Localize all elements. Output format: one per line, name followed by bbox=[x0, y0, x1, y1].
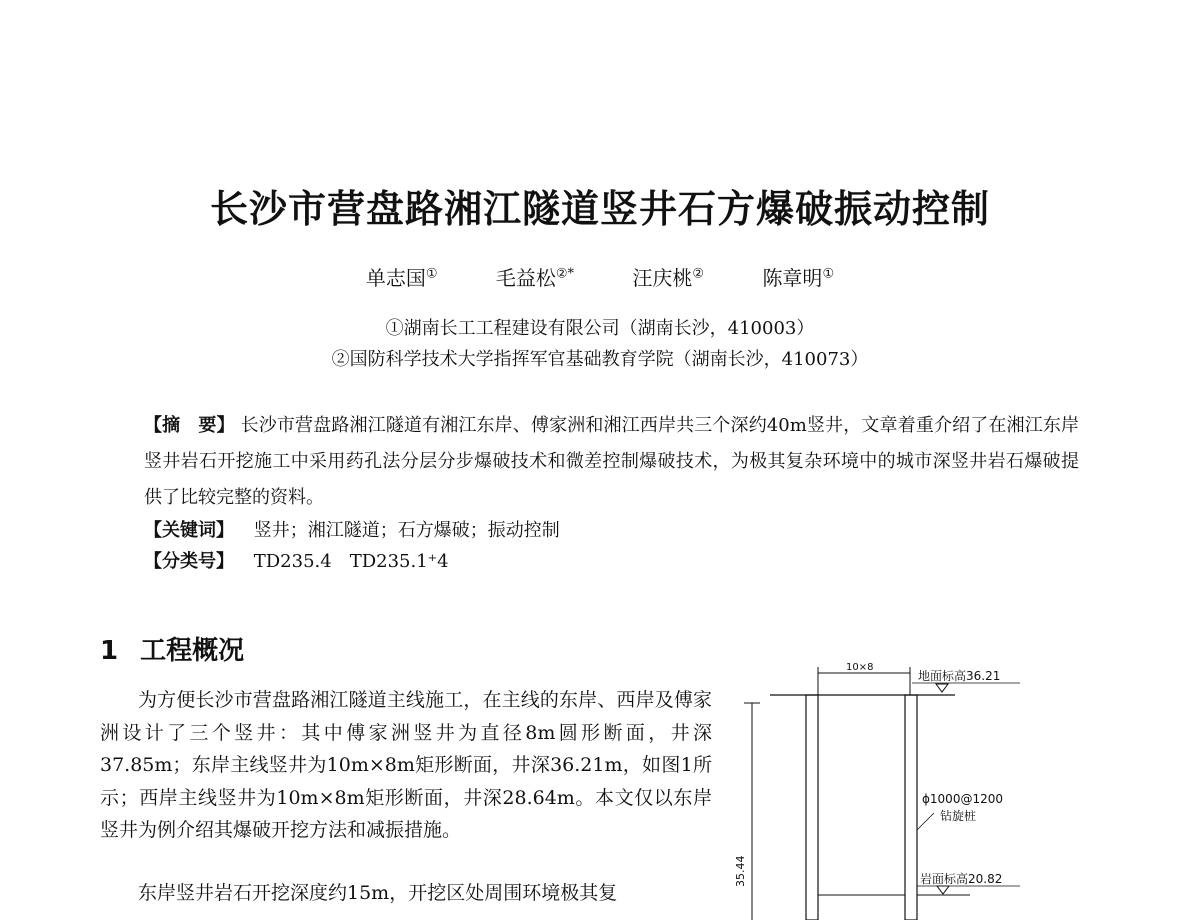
pile-type-label: 钻旋桩 bbox=[940, 809, 977, 823]
classification-text: TD235.4 TD235.1⁺4 bbox=[253, 551, 449, 572]
classification-label: 【分类号】 bbox=[144, 551, 234, 572]
section-title: 工程概况 bbox=[140, 636, 245, 666]
paper-title: 长沙市营盘路湘江隧道竖井石方爆破振动控制 bbox=[209, 187, 990, 231]
pile-leader-line bbox=[917, 813, 934, 830]
author: 汪庆桃② bbox=[632, 266, 705, 290]
keywords-text: 竖井；湘江隧道；石方爆破；振动控制 bbox=[253, 520, 560, 541]
ground-elevation-label: 地面标高36.21 bbox=[918, 669, 1001, 683]
rock-elevation-marker bbox=[937, 886, 949, 894]
classification bbox=[144, 547, 449, 573]
pile-spec-label: ϕ1000@1200 bbox=[922, 792, 1003, 806]
figure-shaft-section bbox=[730, 655, 1060, 920]
keywords-label: 【关键词】 bbox=[144, 520, 234, 541]
author: 单志国① bbox=[365, 266, 438, 290]
abstract-label: 【摘 要】 bbox=[144, 415, 235, 436]
ground-elevation-marker bbox=[936, 684, 948, 692]
rock-elevation-label: 岩面标高20.82 bbox=[920, 872, 1003, 886]
width-label: 10×8 bbox=[846, 662, 874, 673]
affiliation-2: ②国防科学技术大学指挥军官基础教育学院（湖南长沙，410073） bbox=[331, 349, 869, 370]
author: 陈章明① bbox=[762, 266, 835, 290]
right-pile-wall bbox=[905, 695, 917, 920]
author: 毛益松②* bbox=[495, 266, 575, 290]
keywords bbox=[144, 516, 560, 542]
abstract-text: 长沙市营盘路湘江隧道有湘江东岸、傅家洲和湘江西岸共三个深约40m竖井，文章着重介绍了在湘江东岸竖井岩石开挖施工中采用药孔法分层分步爆破技术和微差控制爆破技术，为极其复杂环境中的城市深竖井岩石爆破提供了比较完整的资料。 bbox=[144, 415, 1079, 508]
body-paragraph-2: 东岸竖井岩石开挖深度约15m，开挖区处周围环境极其复 bbox=[138, 882, 618, 904]
author-list bbox=[0, 262, 1200, 291]
depth-label: 35.44 bbox=[734, 855, 747, 887]
affiliation-1: ①湖南长工工程建设有限公司（湖南长沙，410003） bbox=[385, 318, 815, 339]
left-pile-wall bbox=[806, 695, 818, 920]
section-heading bbox=[100, 630, 244, 667]
abstract bbox=[144, 408, 1079, 516]
body-paragraph-1: 为方便长沙市营盘路湘江隧道主线施工，在主线的东岸、西岸及傅家洲设计了三个竖井：其中傅家洲竖井为直径8m圆形断面，井深37.85m；东岸主线竖井为10m×8m矩形断面，井深36.21m，如图1所示；西岸主线竖井为10m×8m矩形断面，井深28.64m。本文仅以东岸竖井为例介绍其爆破开挖方法和减振措施。 bbox=[100, 689, 712, 841]
section-number: 1 bbox=[100, 636, 119, 666]
